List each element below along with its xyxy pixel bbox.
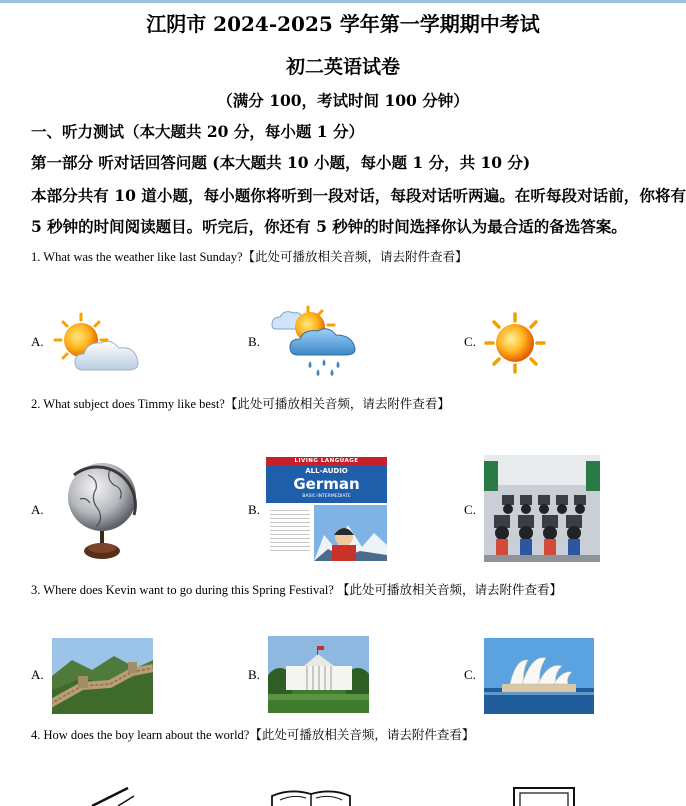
computer-sketch-icon[interactable] [508, 784, 580, 806]
globe-icon[interactable] [52, 455, 147, 563]
option-letter: B. [248, 502, 260, 517]
sydney-opera-house-photo[interactable] [484, 638, 594, 714]
page-top-border [0, 0, 686, 3]
german-book-cover[interactable] [266, 457, 387, 561]
book-level: BASIC-INTERMEDIATE [302, 494, 351, 499]
option-letter: A. [31, 502, 44, 517]
computer-lab-photo[interactable] [484, 455, 600, 562]
book-brand: LIVING LANGUAGE [294, 458, 359, 464]
sun-icon[interactable] [484, 312, 546, 374]
exam-subtitle: 初二英语试卷 [285, 56, 400, 78]
exam-title: 江阴市 2024-2025 学年第一学期期中考试 [146, 12, 540, 36]
section-heading: 一、听力测试（本大题共 20 分，每小题 1 分） [31, 122, 364, 141]
option-letter: B. [248, 334, 260, 349]
pencil-sketch-icon[interactable] [88, 782, 138, 806]
exam-info: （满分 100，考试时间 100 分钟） [217, 91, 469, 110]
option-letter: C. [464, 667, 476, 682]
open-book-sketch-icon[interactable] [268, 786, 354, 806]
option-letter: A. [31, 667, 44, 682]
question-3: 3. Where does Kevin want to go during this Spring Festival? 【此处可播放相关音频，请去附件查看】 [31, 583, 562, 597]
option-letter: B. [248, 667, 260, 682]
sun-rain-cloud-icon[interactable] [268, 305, 360, 377]
question-1: 1. What was the weather like last Sunday?【此处可播放相关音频，请去附件查看】 [31, 250, 468, 264]
book-edition: ALL-AUDIO [305, 467, 348, 475]
question-4: 4. How does the boy learn about the world?【此处可播放相关音频，请去附件查看】 [31, 728, 475, 742]
book-language: German [293, 475, 360, 493]
option-letter: C. [464, 502, 476, 517]
white-house-photo[interactable] [268, 636, 369, 713]
instructions: 本部分共有 10 道小题，每小题你将听到一段对话，每段对话听两遍。在听每段对话前，你将有 5 秒钟的时间阅读题目。听完后，你还有 5 秒钟的时间选择你认为最合适的备选答案。 [31, 186, 686, 236]
question-2: 2. What subject does Timmy like best?【此处可播放相关音频，请去附件查看】 [31, 397, 450, 411]
great-wall-photo[interactable] [52, 638, 153, 714]
option-letter: C. [464, 334, 476, 349]
part-heading: 第一部分 听对话回答问题 (本大题共 10 小题，每小题 1 分，共 10 分) [31, 153, 531, 172]
sun-cloud-icon[interactable] [53, 312, 141, 374]
option-letter: A. [31, 334, 44, 349]
